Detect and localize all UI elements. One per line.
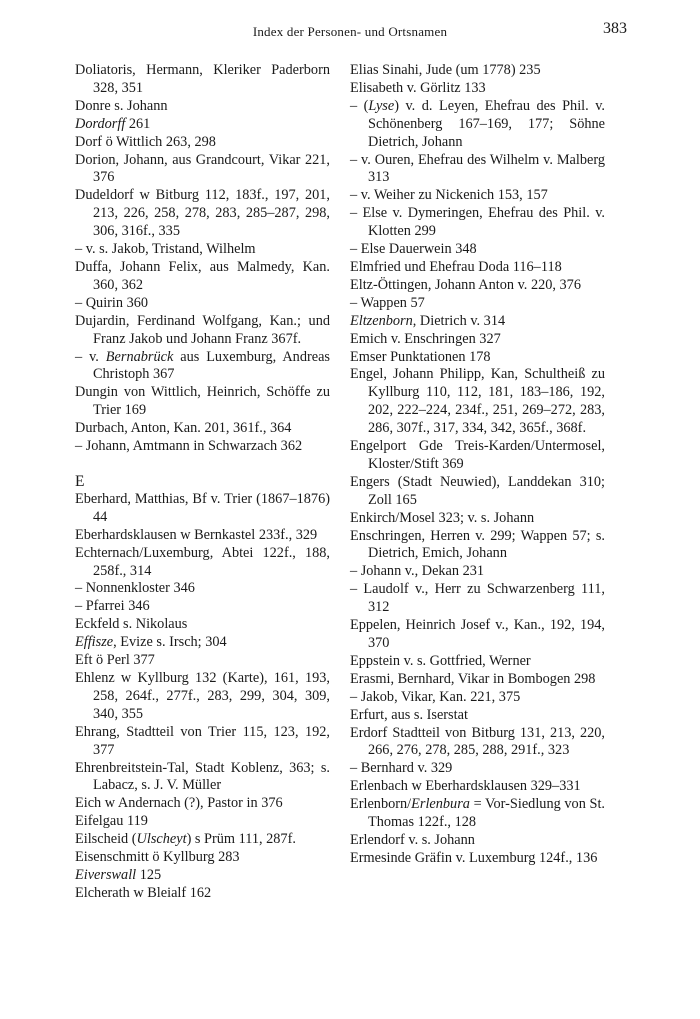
index-entry: Emser Punktationen 178 (350, 348, 491, 365)
index-entry: Ehrenbreitstein-Tal, Stadt Koblenz, 363; s. Labacz, s. J. V. Müller (75, 759, 330, 794)
index-entry: Erfurt, aus s. Iserstat (350, 706, 468, 723)
index-entry: Enkirch/Mosel 323; v. s. Johann (350, 509, 535, 526)
index-entry: Eft ö Perl 377 (75, 652, 155, 669)
index-subentry: – Jakob, Vikar, Kan. 221, 375 (350, 688, 521, 705)
index-subentry: – Johann v., Dekan 231 (350, 563, 485, 580)
index-entry: Emich v. Enschringen 327 (350, 330, 501, 347)
index-entry: Durbach, Anton, Kan. 201, 361f., 364 (75, 420, 292, 437)
index-entry: Elcherath w Bleialf 162 (75, 884, 212, 901)
index-entry: Elmfried und Ehefrau Doda 116–118 (350, 258, 562, 275)
index-entry: Eberhard, Matthias, Bf v. Trier (1867–1876) 44 (75, 490, 330, 525)
index-entry: Elias Sinahi, Jude (um 1778) 235 (350, 62, 541, 78)
index-entry: Eilscheid (Ulscheyt) s Prüm 111, 287f. (75, 831, 296, 848)
index-entry: Dorf ö Wittlich 263, 298 (75, 133, 216, 150)
index-subentry: – Wappen 57 (350, 294, 425, 311)
page-number: 383 (603, 20, 627, 37)
index-subentry: – Nonnenkloster 346 (75, 580, 195, 597)
running-head: Index der Personen- und Ortsnamen (252, 24, 448, 39)
index-entry: Engel, Johann Philipp, Kan, Schultheiß zu Kyllburg 110, 112, 181, 183–186, 192, 202, 222–224, 234f., 251, 269–272, 283, 286, 307f., 317, 334, 342, 365f., 368f. (350, 366, 605, 437)
index-entry: Eifelgau 119 (75, 813, 148, 830)
index-subentry: – v. Bernabrück aus Luxemburg, Andreas Christoph 367 (75, 348, 330, 383)
index-entry: Ermesinde Gräfin v. Luxemburg 124f., 136 (350, 849, 598, 866)
index-subentry: – Quirin 360 (75, 294, 149, 311)
index-subentry: – Pfarrei 346 (75, 598, 150, 615)
index-entry: Eberhardsklausen w Bernkastel 233f., 329 (75, 526, 318, 543)
index-entry: Duffa, Johann Felix, aus Malmedy, Kan. 360, 362 (75, 258, 330, 293)
index-subentry: – v. Weiher zu Nickenich 153, 157 (350, 187, 548, 204)
index-entry: Erasmi, Bernhard, Vikar in Bombogen 298 (350, 670, 596, 687)
index-entry: Dorion, Johann, aus Grandcourt, Vikar 221, 376 (75, 151, 330, 186)
index-entry: Erlendorf v. s. Johann (350, 831, 475, 848)
index-entry: Eich w Andernach (?), Pastor in 376 (75, 795, 283, 812)
index-entry: Engelport Gde Treis-Karden/Untermosel, Kloster/Stift 369 (350, 438, 605, 472)
index-entry: Engers (Stadt Neuwied), Landdekan 310; Zoll 165 (350, 473, 605, 508)
index-subentry: – v. s. Jakob, Tristand, Wilhelm (75, 241, 256, 258)
index-entry: Eltz-Öttingen, Johann Anton v. 220, 376 (350, 276, 581, 293)
index-entry: Eppelen, Heinrich Josef v., Kan., 192, 194, 370 (350, 617, 605, 651)
index-subentry: – v. Ouren, Ehefrau des Wilhelm v. Malberg 313 (350, 151, 605, 186)
index-subentry: – (Lyse) v. d. Leyen, Ehefrau des Phil. v. Schönenberg 167–169, 177; Söhne Dietrich, Johann (350, 97, 606, 150)
index-entry: Ehlenz w Kyllburg 132 (Karte), 161, 193, 258, 264f., 277f., 283, 299, 304, 309, 340, 355 (75, 670, 330, 722)
index-entry: Eisenschmitt ö Kyllburg 283 (75, 849, 240, 866)
index-entry: Dujardin, Ferdinand Wolfgang, Kan.; und Franz Jakob und Johann Franz 367f. (75, 312, 330, 347)
index-entry: Erlenborn/Erlenbura = Vor-Siedlung von St. Thomas 122f., 128 (350, 796, 605, 831)
index-entry: Enschringen, Herren v. 299; Wappen 57; s. Dietrich, Emich, Johann (350, 527, 605, 562)
index-entry: Erdorf Stadtteil von Bitburg 131, 213, 220, 266, 276, 278, 285, 288, 291f., 323 (350, 724, 605, 759)
index-entry: Donre s. Johann (75, 97, 168, 114)
index-entry: Dordorff 261 (75, 115, 151, 132)
index-column-right (350, 62, 605, 868)
index-column-left (75, 62, 330, 903)
index-section-letter: E (75, 472, 85, 490)
index-entry: Eltzenborn, Dietrich v. 314 (350, 312, 506, 329)
index-entry: Echternach/Luxemburg, Abtei 122f., 188, 258f., 314 (75, 544, 330, 579)
index-subentry: – Johann, Amtmann in Schwarzach 362 (75, 438, 303, 455)
index-entry: Ehrang, Stadtteil von Trier 115, 123, 192, 377 (75, 723, 330, 758)
index-entry: Dudeldorf w Bitburg 112, 183f., 197, 201, 213, 226, 258, 278, 283, 285–287, 298, 306, 316f., 335 (75, 187, 330, 240)
index-subentry: – Bernhard v. 329 (350, 760, 453, 777)
index-entry: Doliatoris, Hermann, Kleriker Paderborn 328, 351 (75, 62, 330, 96)
index-entry: Eckfeld s. Nikolaus (75, 616, 188, 633)
index-entry: Erlenbach w Eberhardsklausen 329–331 (350, 778, 581, 795)
index-subentry: – Else Dauerwein 348 (350, 241, 477, 258)
index-entry: Eppstein v. s. Gottfried, Werner (350, 652, 531, 669)
index-entry: Elisabeth v. Görlitz 133 (350, 79, 486, 96)
index-entry: Effisze, Evize s. Irsch; 304 (75, 634, 227, 651)
index-entry: Eiverswall 125 (75, 866, 162, 883)
index-entry: Dungin von Wittlich, Heinrich, Schöffe zu Trier 169 (75, 384, 330, 419)
index-subentry: – Laudolf v., Herr zu Schwarzenberg 111, 312 (350, 581, 605, 616)
index-subentry: – Else v. Dymeringen, Ehefrau des Phil. v. Klotten 299 (350, 205, 605, 240)
